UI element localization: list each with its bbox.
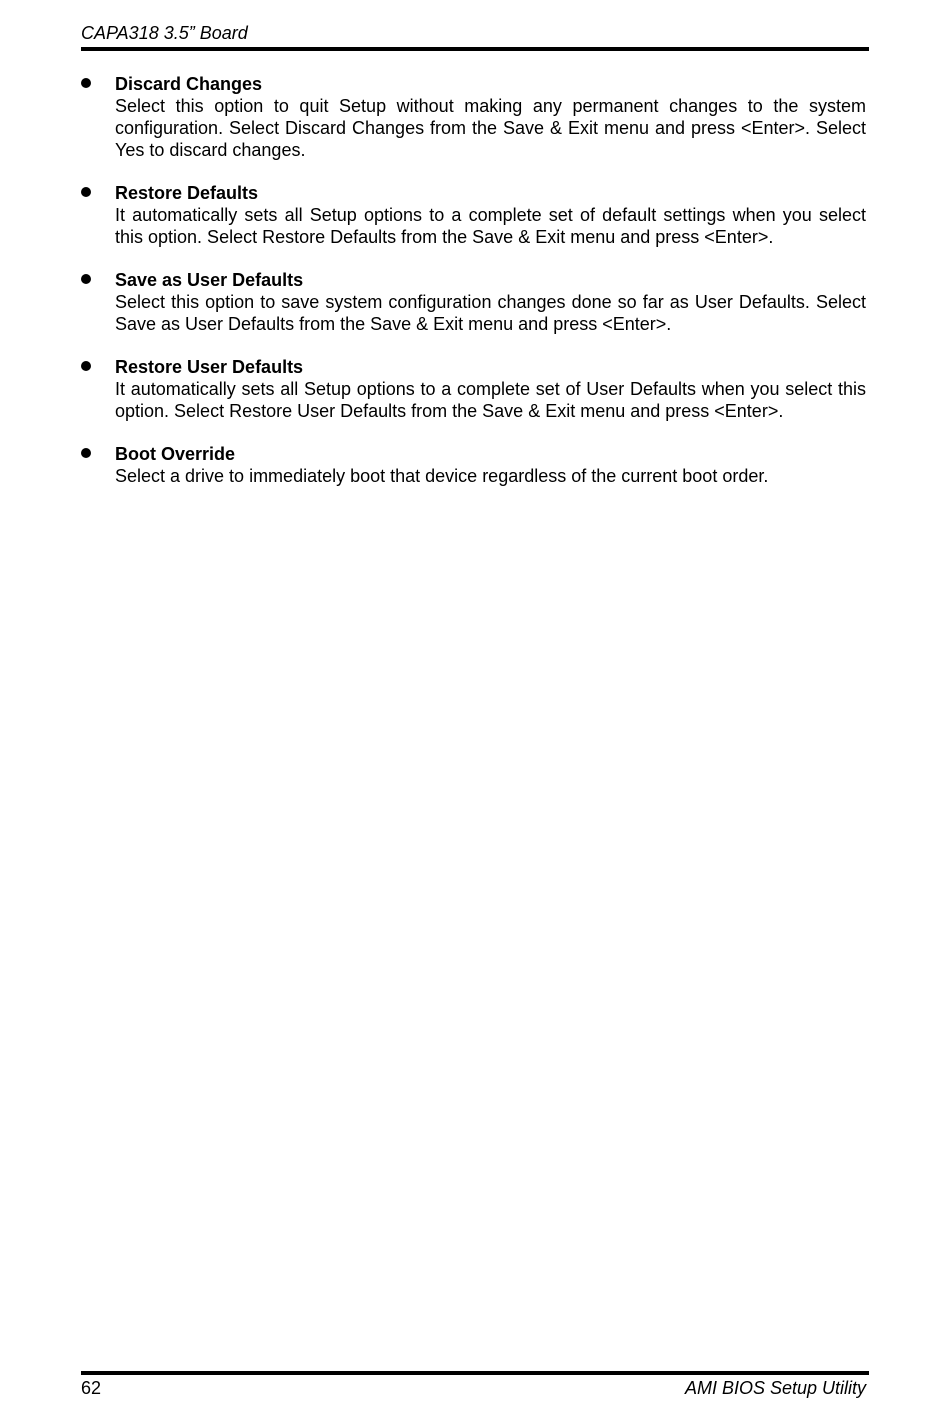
list-item [81, 73, 866, 161]
list-item-body [115, 269, 866, 335]
page-number: 62 [81, 1378, 102, 1398]
item-description: Select this option to save system configuration changes done so far as User Defaults. Select Save as User Defaults from the Save & Exit menu and press <Enter>. [115, 292, 866, 334]
bullet-icon [81, 187, 91, 197]
list-item [81, 356, 866, 422]
list-item-body [115, 182, 866, 248]
footer-section-title: AMI BIOS Setup Utility [684, 1378, 866, 1398]
list-item [81, 443, 866, 487]
item-title: Restore User Defaults [115, 357, 304, 377]
footer-rule [81, 1371, 869, 1375]
bullet-icon [81, 78, 91, 88]
item-description: It automatically sets all Setup options to a complete set of User Defaults when you select this option. Select Restore User Defaults from the Save & Exit menu and press <Enter>. [115, 379, 866, 421]
item-description: Select a drive to immediately boot that device regardless of the current boot order. [115, 466, 769, 486]
item-description: It automatically sets all Setup options to a complete set of default settings when you select this option. Select Restore Defaults from the Save & Exit menu and press <Enter>. [115, 205, 866, 247]
list-item [81, 269, 866, 335]
list-item-body [115, 443, 866, 487]
item-title: Save as User Defaults [115, 270, 304, 290]
bullet-icon [81, 448, 91, 458]
header-rule [81, 47, 869, 51]
list-item-body [115, 356, 866, 422]
bullet-icon [81, 274, 91, 284]
page-header-title: CAPA318 3.5” Board [81, 23, 248, 43]
item-title: Boot Override [115, 444, 236, 464]
bullet-icon [81, 361, 91, 371]
item-title: Discard Changes [115, 74, 263, 94]
list-item-body [115, 73, 866, 161]
list-item [81, 182, 866, 248]
item-title: Restore Defaults [115, 183, 259, 203]
content-list [81, 73, 866, 508]
item-description: Select this option to quit Setup without making any permanent changes to the system configuration. Select Discard Changes from the Save & Exit menu and press <Enter>. Select Yes to discard changes. [115, 96, 866, 160]
